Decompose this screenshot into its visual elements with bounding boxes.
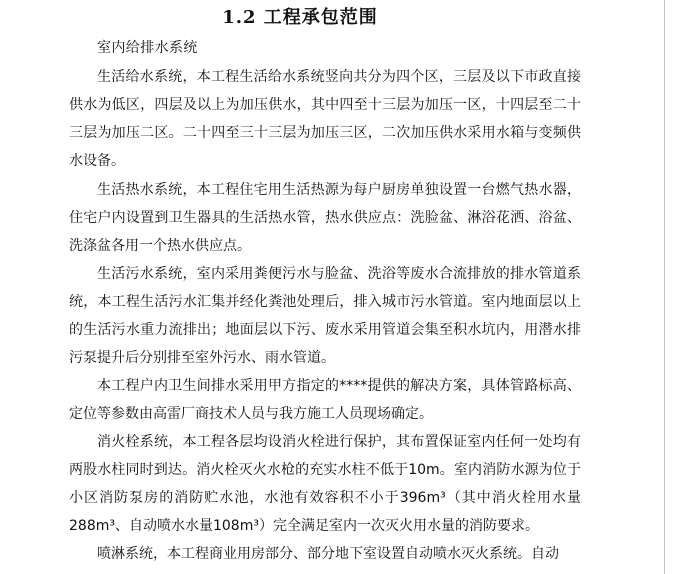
section-heading: 1.2 工程承包范围 [222,7,378,28]
paragraph-sprinkler: 喷淋系统，本工程商业用房部分、部分地下室设置自动喷水灭火系统。自动 [97,546,559,562]
paragraph-hot-water: 生活热水系统，本工程住宅用生活热源为每户厨房单独设置一台燃气热水器，住宅户内设置到卫生器具的生活热水管，热水供应点：洗脸盆、淋浴花洒、浴盆、洗涤盆各用一个热水供应点。 [69,182,581,254]
paragraph-fire-hydrant: 消火栓系统，本工程各层均设消火栓进行保护，其布置保证室内任何一处均有两股水柱同时到达。消火栓灭火水枪的充实水柱不低于10m。室内消防水源为位于小区消防泵房的消防贮水池，水池有效容积不小于396m³（其中消火栓用水量288m³、自动喷水水量108m³）完全满足室内一次灭火用水量的消防要求。 [69,434,581,534]
subsection-title: 室内给排水系统 [97,40,198,56]
paragraph-sewage: 生活污水系统，室内采用粪便污水与脸盆、洗浴等废水合流排放的排水管道系统，本工程生活污水汇集并经化粪池处理后，排入城市污水管道。室内地面层以上的生活污水重力流排出；地面层以下污、废水采用管道会集至积水坑内，用潜水排污泵提升后分别排至室外污水、雨水管道。 [69,266,581,366]
paragraph-bathroom-drainage: 本工程户内卫生间排水采用甲方指定的****提供的解决方案，具体管路标高、定位等参数由高雷厂商技术人员与我方施工人员现场确定。 [69,378,581,422]
paragraph-water-supply: 生活给水系统，本工程生活给水系统竖向共分为四个区，三层及以下市政直接供水为低区，四层及以上为加压供水，其中四至十三层为加压一区，十四层至二十三层为加压二区。二十四至三十三层为加压三区，二次加压供水采用水箱与变频供水设备。 [69,69,581,169]
page-border-line [664,0,665,574]
